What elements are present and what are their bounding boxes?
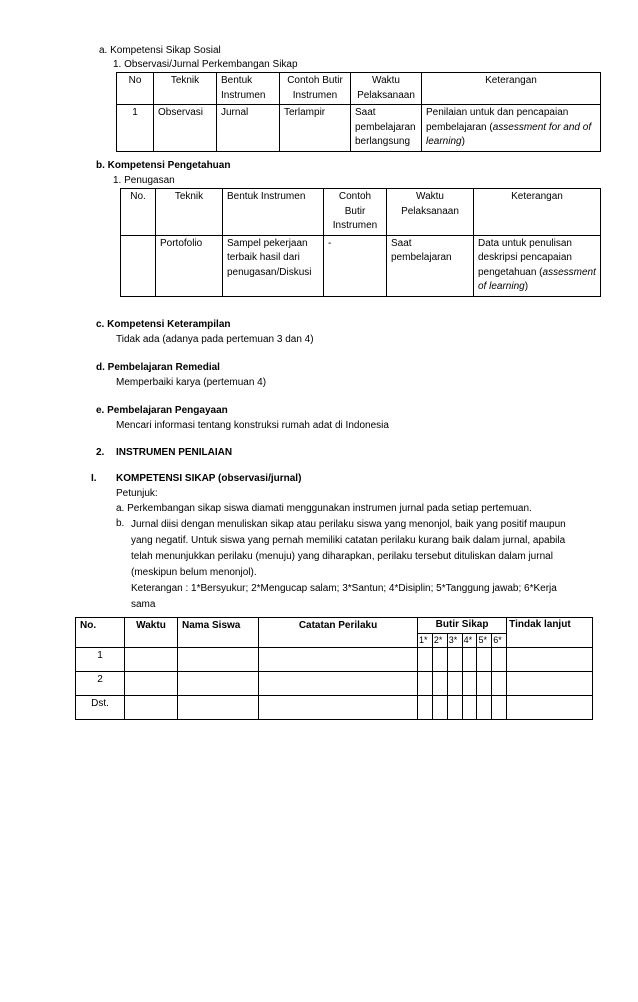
item-b-line: telah menunjukkan perilaku (menuju) yang diharapkan, perilaku tersebut dituliskan dalam jurnal (131, 551, 553, 562)
col-bentuk-header: Bentuk Instrumen (217, 73, 280, 105)
section-e-heading: e. Pembelajaran Pengayaan (96, 405, 228, 416)
table-jurnal-sikap (75, 617, 593, 720)
cell-waktu (125, 695, 178, 719)
cell-contoh: Terlampir (280, 105, 351, 152)
item-b-line: Keterangan : 1*Bersyukur; 2*Mengucap salam; 3*Santun; 4*Disiplin; 5*Tanggung jawab; 6*Kerja (131, 583, 557, 594)
cell-tindak (507, 647, 593, 671)
table-row (76, 671, 593, 695)
col-tindak-header: Tindak lanjut (507, 618, 593, 648)
sikap-numeral: I. (91, 473, 97, 484)
cell-no (121, 235, 156, 296)
sikap-item-b (131, 517, 599, 613)
cell-no: Dst. (76, 695, 125, 719)
cell-tindak (507, 671, 593, 695)
item-b-line: Jurnal diisi dengan menuliskan sikap atau perilaku siswa yang menonjol, baik yang positif maupun (131, 519, 566, 530)
cell-teknik: Observasi (154, 105, 217, 152)
cell-butir (462, 695, 477, 719)
col-catatan-header: Catatan Perilaku (259, 618, 418, 648)
cell-no: 2 (76, 671, 125, 695)
cell-butir (418, 647, 433, 671)
cell-keterangan (474, 235, 601, 296)
table-sikap-sosial (116, 72, 601, 152)
col-contoh-header: Contoh Butir Instrumen (280, 73, 351, 105)
section-b-heading: b. Kompetensi Pengetahuan (96, 160, 231, 171)
item-b-line: yang negatif. Untuk siswa yang pernah memiliki catatan perilaku kurang baik dalam jurnal, apabila (131, 535, 566, 546)
col-no-header: No (117, 73, 154, 105)
cell-no: 1 (117, 105, 154, 152)
cell-keterangan (422, 105, 601, 152)
keterangan-italic: assessment of learning (478, 266, 596, 292)
cell-butir (418, 671, 433, 695)
cell-waktu (125, 671, 178, 695)
col-teknik-header: Teknik (154, 73, 217, 105)
table-row (121, 235, 601, 296)
section-c-heading: c. Kompetensi Keterampilan (96, 319, 231, 330)
col-no-header: No. (76, 618, 125, 648)
keterangan-text: Penilaian untuk dan pencapaian pembelajaran ( (426, 107, 569, 133)
cell-nama (178, 647, 259, 671)
cell-nama (178, 695, 259, 719)
sikap-heading: KOMPETENSI SIKAP (observasi/jurnal) (116, 473, 302, 484)
col-teknik-header: Teknik (156, 189, 223, 236)
col-no-header: No. (121, 189, 156, 236)
cell-waktu: Saat pembelajaran berlangsung (351, 105, 422, 152)
col-waktu-header: Waktu Pelaksanaan (387, 189, 474, 236)
table-header-row (76, 618, 593, 634)
keterangan-text: Data untuk penulisan deskripsi pencapaian pengetahuan ( (478, 237, 572, 278)
instrumen-number: 2. (96, 447, 105, 458)
butir-col-header: 5* (477, 633, 492, 647)
cell-butir (447, 695, 462, 719)
instrumen-heading: INSTRUMEN PENILAIAN (116, 447, 233, 458)
butir-col-header: 1* (418, 633, 433, 647)
cell-waktu: Saat pembelajaran (387, 235, 474, 296)
section-d-heading: d. Pembelajaran Remedial (96, 362, 220, 373)
cell-butir (432, 695, 447, 719)
table-row (76, 695, 593, 719)
table-row (76, 647, 593, 671)
col-bentuk-header: Bentuk Instrumen (223, 189, 324, 236)
cell-catatan (259, 671, 418, 695)
butir-col-header: 4* (462, 633, 477, 647)
cell-butir (492, 671, 507, 695)
section-a-subheading: 1. Observasi/Jurnal Perkembangan Sikap (113, 59, 298, 70)
col-keterangan-header: Keterangan (422, 73, 601, 105)
section-b-subheading: 1. Penugasan (113, 175, 175, 186)
cell-butir (418, 695, 433, 719)
butir-col-header: 2* (432, 633, 447, 647)
sikap-item-a: a. Perkembangan sikap siswa diamati menggunakan instrumen jurnal pada setiap pertemuan. (116, 503, 532, 514)
cell-butir (447, 647, 462, 671)
col-butir-header: Butir Sikap (418, 618, 507, 634)
cell-butir (447, 671, 462, 695)
table-pengetahuan (120, 188, 601, 297)
table-header-row (117, 73, 601, 105)
col-nama-header: Nama Siswa (178, 618, 259, 648)
cell-butir (432, 647, 447, 671)
keterangan-italic: assessment for and of learning (426, 121, 592, 147)
butir-col-header: 6* (492, 633, 507, 647)
col-waktu-header: Waktu (125, 618, 178, 648)
sikap-petunjuk: Petunjuk: (116, 488, 158, 499)
cell-butir (462, 647, 477, 671)
keterangan-close: ) (461, 136, 465, 147)
cell-bentuk: Sampel pekerjaan terbaik hasil dari penugasan/Diskusi (223, 235, 324, 296)
sikap-item-b-label: b. (116, 518, 125, 529)
cell-bentuk: Jurnal (217, 105, 280, 152)
cell-nama (178, 671, 259, 695)
col-contoh-header: Contoh Butir Instrumen (324, 189, 387, 236)
cell-no: 1 (76, 647, 125, 671)
cell-butir (432, 671, 447, 695)
cell-contoh: - (324, 235, 387, 296)
cell-catatan (259, 695, 418, 719)
section-c-text: Tidak ada (adanya pada pertemuan 3 dan 4) (116, 334, 314, 345)
cell-butir (462, 671, 477, 695)
cell-catatan (259, 647, 418, 671)
section-d-text: Memperbaiki karya (pertemuan 4) (116, 377, 267, 388)
cell-butir (492, 647, 507, 671)
item-b-line: (meskipun belum menonjol). (131, 567, 257, 578)
cell-butir (477, 647, 492, 671)
table-row (117, 105, 601, 152)
item-b-line: sama (131, 599, 156, 610)
cell-butir (492, 695, 507, 719)
keterangan-close: ) (524, 281, 529, 292)
cell-waktu (125, 647, 178, 671)
cell-butir (477, 695, 492, 719)
col-keterangan-header: Keterangan (474, 189, 601, 236)
cell-tindak (507, 695, 593, 719)
section-a-heading: a. Kompetensi Sikap Sosial (99, 45, 221, 56)
cell-butir (477, 671, 492, 695)
section-e-text: Mencari informasi tentang konstruksi rumah adat di Indonesia (116, 420, 389, 431)
cell-teknik: Portofolio (156, 235, 223, 296)
butir-col-header: 3* (447, 633, 462, 647)
col-waktu-header: Waktu Pelaksanaan (351, 73, 422, 105)
table-header-row (121, 189, 601, 236)
